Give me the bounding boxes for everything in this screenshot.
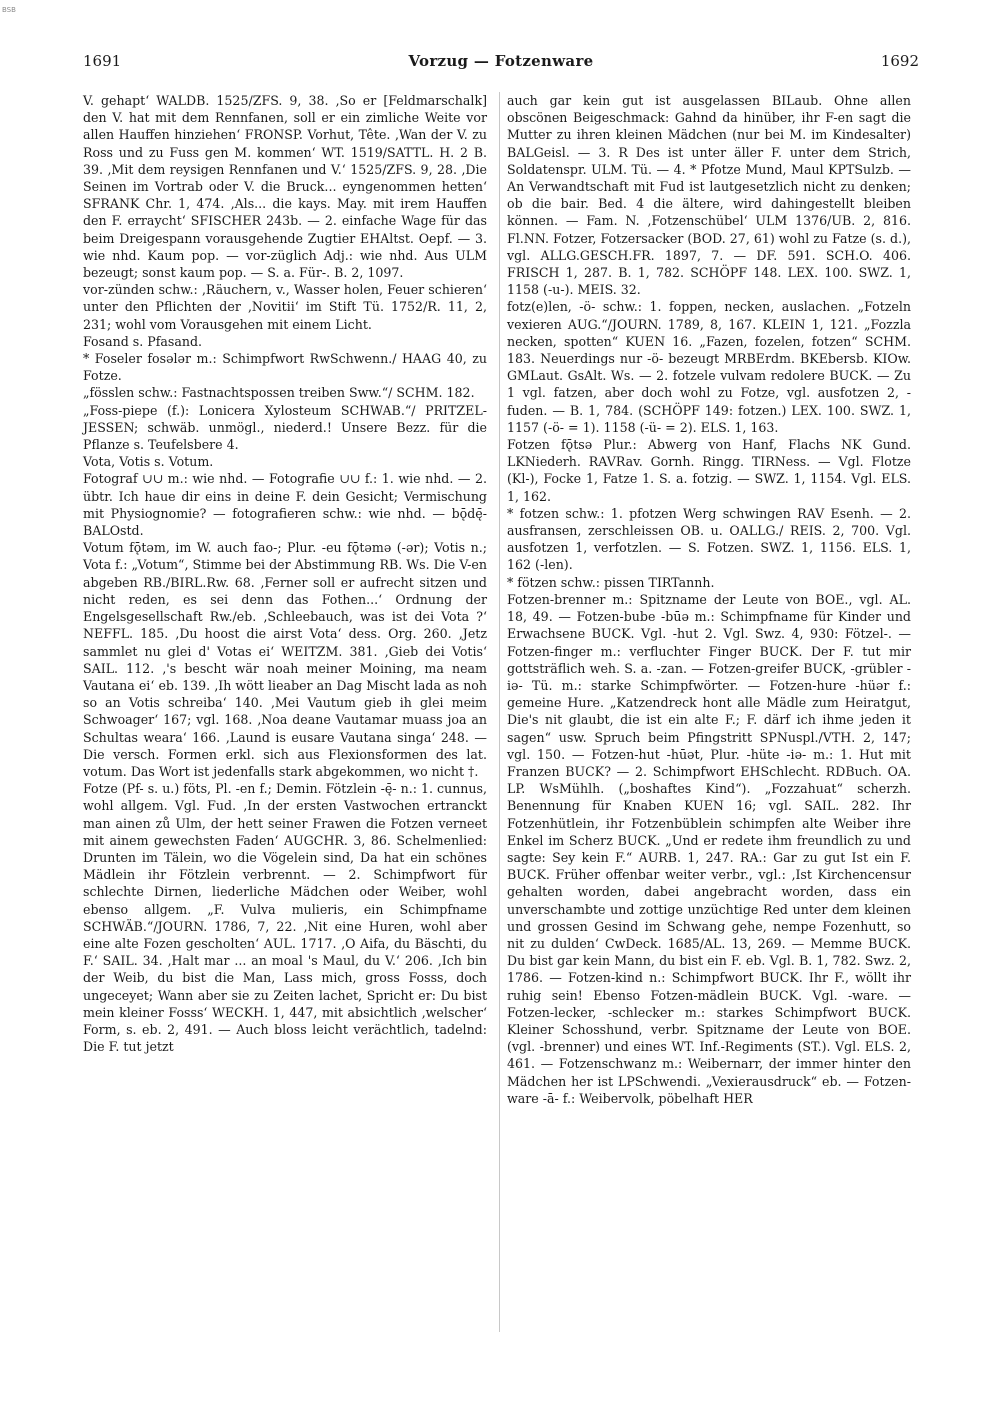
left-column — [83, 92, 487, 1055]
entry-paragraph: * Foseler fosələr m.: Schimpfwort RwSchwenn./ HAAG 40, zu Fotze. — [83, 351, 487, 384]
entry-paragraph: „fösslen schw.: Fastnachtspossen treiben Sww.“/ SCHM. 182. — [83, 385, 475, 401]
entry-paragraph: „Foss-piepe (f.): Lonicera Xylosteum SCHWAB.“/ PRITZEL-JESSEN; schwäb. unmögl., niederd.! Unsere Bezz. für die Pflanze s. Teufelsbere 4. — [83, 402, 487, 453]
column-divider — [499, 92, 500, 1332]
entry-paragraph: V. gehapt‘ WALDB. 1525/ZFS. 9, 38. ‚So er [Feldmarschalk] den V. hat mit dem Rennfanen, soll er ein zimliche Weite vor allen Hauffen hinziehen‘ FRONSP. Vorhut, Tête. ‚Wan der V. zu Ross und zu Fuss gen M. kommen‘ WT. 1519/SATTL. H. 2 B. 39. ‚Mit dem reysigen Rennfanen und V.‘ 1525/ZFS. 9, 28. ‚Die Seinen im Vortrab oder V. die Bruck... eyngenommen hetten‘ SFRANK Chr. 1, 474. ‚Als... die kays. May. mit irem Hauffen den F. erraycht‘ SFISCHER 243b. — 2. einfache Wage für das beim Dreigespann vorausgehende Zugtier EHAltst. Oepf. — 3. wie nhd. Kaum pop. — vor-züglich Adj.: wie nhd. Aus ULM bezeugt; sonst kaum pop. — S. a. Für-. B. 2, 1097. — [83, 93, 487, 281]
entry-paragraph: Fotograf ∪∪ m.: wie nhd. — Fotografie ∪∪ f.: 1. wie nhd. — 2. übtr. Ich haue dir eins in deine F. dein Gesicht; Vermischung mit Physiognomie? — fotografieren schw.: wie nhd. — bǭdę̄- BALOstd. — [83, 471, 487, 539]
entry-paragraph: vor-zünden schw.: ‚Räuchern, v., Wasser holen, Feuer schieren‘ unter den Pflichten der ‚Novitii‘ im Stift Tü. 1752/R. 11, 2, 231; wohl vom Vorausgehen mit einem Licht. — [83, 282, 487, 332]
entry-paragraph: Fotze (Pf- s. u.) föts, Pl. -en f.; Demin. Fötzlein -ę̄- n.: 1. cunnus, wohl allgem. Vgl. Fud. ‚In der ersten Vastwochen ertranckt man ainen zů Ulm, der hett seiner Frawen die Fotzen verneet mit ainem gewechsten Faden‘ AUGCHR. 3, 86. Schelmenlied: Drunten im Tälein, wo die Vögelein sind, Da hat ein schönes Mädlein ihr Fötzlein verbrennt. — 2. Schimpfwort für schlechte Dirnen, liederliche Mädchen oder Weiber, wohl ebenso allgem. „F. Vulva mulieris, ein Schimpfname SCHWÄB.“/JOURN. 1786, 7, 22. ‚Nit eine Huren, wohl aber eine alte Fozen gescholten‘ AUL. 1717. ‚O Aifa, du Bäschti, du F.‘ SAIL. 34. ‚Halt mar ... an moal 's Maul, du V.‘ 206. ‚Ich bin der Weib, du bist die Man, Lass mich, gross Fosss, doch ungeceyet; Wann aber sie zu Zeiten lachet, Spricht er: Du bist mein kleiner Fosss‘ WECKH. 1, 447, mit absichtlich ‚welscher‘ Form, s. eb. 2, 491. — Auch bloss leicht verächtlich, tadelnd: Die F. tut jetzt — [83, 781, 487, 1055]
entry-paragraph: Fotzen-brenner m.: Spitzname der Leute von BOE., vgl. AL. 18, 49. — Fotzen-bube -būə m.: Schimpfname für Kinder und Erwachsene BUCK. Vgl. -hut 2. Vgl. Swz. 4, 930: Fötzel-. — Fotzen-finger m.: verfluchter Finger BUCK. Der F. tut mir gottsträflich weh. S. a. -zan. — Fotzen-greifer BUCK, -grübler -iə- Tü. m.: starke Schimpfwörter. — Fotzen-hure -hüər f.: gemeine Hure. „Katzendreck hont alle Mädle zum Heiratgut, Die's nit glaubt, die ist ein alte F.; F. därf ich ihme jeden it sagen“ usw. Spruch beim Pfingstritt SPNuspl./VTH. 2, 147; vgl. 150. — Fotzen-hut -hūət, Plur. -hüte -iə- m.: 1. Hut mit Franzen BUCK? — 2. Schimpfwort EHSchlecht. RDBuch. OA. LP. WsMühlh. („boshaftes Kind“). „Fozzahuat“ scherzh. Benennung für Knaben KUEN 16; vgl. SAIL. 282. Ihr Fotzenhütlein, ihr Fotzenbüblein schimpfen alte Weiber ihre Enkel im Scherz BUCK. „Und er redete ihm freundlich zu und sagte: Sey kein F.“ AURB. 1, 247. RA.: Gar zu gut Ist ein F. BUCK. Früher offenbar weiter verbr., vgl.: ‚Ist Kirchencensur gehalten worden, dabei angebracht worden, dass ein unverschambte und zottige unzüchtige Red unter dem kleinen und grossen Gesind im Schwang gehe, nempe Fozenhutt, so nit zu dulden‘ CwDeck. 1685/AL. 13, 269. — Memme BUCK. Du bist gar kein Mann, du bist ein F. eb. Vgl. B. 1, 782. Swz. 2, 1786. — Fotzen-kind n.: Schimpfwort BUCK. Ihr F., wöllt ihr ruhig sein! Ebenso Fotzen-mädlein BUCK. Vgl. -ware. — Fotzen-lecker, -schlecker m.: starkes Schimpfwort BUCK. Kleiner Schosshund, verbr. Spitzname der Leute von BOE. (vgl. -brenner) und eines WT. Inf.-Regiments (ST.). Vgl. ELS. 2, 461. — Fotzenschwanz m.: Weibernarr, der immer hinter den Mädchen her ist LPSchwendi. „Vexierausdruck“ eb. — Fotzen-ware -ā- f.: Weibervolk, pöbelhaft HER — [507, 591, 911, 1106]
entry-paragraph: Fotzen fǭtsə Plur.: Abwerg von Hanf, Flachs NK Gund. LKNiederh. RAVRav. Gornh. Ringg. TIRNess. — Vgl. Flotze (Kl-), Focke 1, Fatze 1. S. a. fotzig. — SWZ. 1, 1154. Vgl. ELS. 1, 162. — [507, 437, 911, 504]
right-column — [507, 92, 911, 1107]
entry-paragraph: Fosand s. Pfasand. — [83, 333, 203, 349]
library-corner-mark: BSB — [2, 6, 16, 14]
page-number-right: 1692 — [880, 52, 919, 70]
running-title: Vorzug — Fotzenware — [408, 52, 594, 70]
entry-paragraph: auch gar kein gut ist ausgelassen BILaub. Ohne allen obscönen Beigeschmack: Gahnd da hinüber, ihr F-en sagt die Mutter zu ihren kleinen Mädchen (nur bei M. im Kindesalter) BALGeisl. — 3. R Des ist unter äller F. unter dem Strich, Soldatenspr. ULM. Tü. — 4. * Pfotze Mund, Maul KPTSulzb. — An Verwandtschaft mit Fud ist lautgesetzlich nicht zu denken; ob die bair. Bed. 4 die ältere, wird dahingestellt bleiben können. — Fam. N. ‚Fotzenschübel‘ ULM 1376/UB. 2, 816. Fl.NN. Fotzer, Fotzersacker (BOD. 27, 61) wohl zu Fatze (s. d.), vgl. ALLG.GESCH.FR. 1897, 7. — DF. 591. SCH.O. 406. FRISCH 1, 287. B. 1, 782. SCHÖPF 148. LEX. 100. SWZ. 1, 1158 (-u-). MEIS. 32. — [507, 93, 911, 298]
entry-paragraph: Votum fǭtəm, im W. auch fao-; Plur. -eu fǭtəmə (-ər); Votis n.; Vota f.: „Votum“, Stimme bei der Abstimmung RB. Ws. Die V-en abgeben RB./BIRL.Rw. 68. ‚Ferner soll er aufrecht sitzen und nicht reden, es sei denn das Fothen...‘ Ordnung der Engelsgesellschaft Rw./eb. ‚Schleebauch, was ist dei Vota ?‘ NEFFL. 185. ‚Du hoost die airst Vota‘ dess. Org. 260. ‚Jetz sammlet nu glei d' Votas ei‘ WEITZM. 381. ‚Gieb dei Votis‘ SAIL. 112. ‚'s bescht wär noah meiner Moining, ma neam Vautana ei‘ eb. 139. ‚Ih wött lieaber an Dag Mischt lada as noh so an Votis schreiba‘ 140. ‚Mei Vautum gieb ih glei meim Schwoager‘ 167; vgl. 168. ‚Noa deane Vautamar muass joa an Schultas weara‘ 166. ‚Laund is eusare Vautana singa‘ 248. — Die versch. Formen erkl. sich aus Flexionsformen des lat. votum. Das Wort ist jedenfalls stark abgekommen, wo nicht †. — [83, 540, 487, 779]
entry-paragraph: fotz(e)len, -ö- schw.: 1. foppen, necken, auslachen. „Fotzeln vexieren AUG.“/JOURN. 1789, 8, 167. KLEIN 1, 121. „Fozzla necken, spotten“ KUEN 16. „Fazen, fozelen, fotzen“ SCHM. 183. Neuerdings nur -ö- bezeugt MRBErdm. BKEbersb. KIOw. GMLaut. GsAlt. Ws. — 2. fotzele vulvam redolere BUCK. — Zu 1 vgl. fatzen, aber doch wohl zu Fotze, vgl. ausfotzen 2, -fuden. — B. 1, 784. (SCHÖPF 149: fotzen.) LEX. 100. SWZ. 1, 1157 (-ö- = 1). 1158 (-ü- = 2). ELS. 1, 163. — [507, 299, 911, 435]
page-number-left: 1691 — [83, 52, 122, 70]
entry-paragraph: * fotzen schw.: 1. pfotzen Werg schwingen RAV Esenh. — 2. ausfransen, zerschleissen OB. u. OALLG./ REIS. 2, 700. Vgl. ausfotzen 1, verfotzlen. — S. Fotzen. SWZ. 1, 1156. ELS. 1, 162 (-len). — [507, 505, 911, 573]
entry-paragraph: Vota, Votis s. Votum. — [83, 454, 214, 470]
entry-paragraph: * fötzen schw.: pissen TIRTannh. — [507, 574, 715, 590]
page-header — [83, 52, 919, 76]
